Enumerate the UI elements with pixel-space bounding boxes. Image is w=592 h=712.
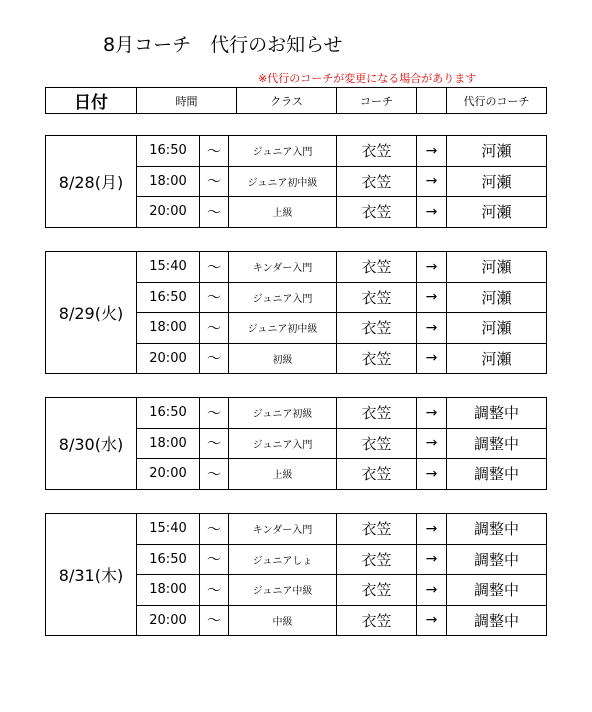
schedule-row	[46, 136, 547, 167]
header-class: クラス	[237, 88, 337, 114]
day-date: 8/29(火)	[46, 252, 137, 374]
header-table	[45, 87, 547, 114]
time-cell: 16:50	[137, 282, 200, 313]
arrow-cell: →	[417, 544, 447, 575]
substitute-cell: 河瀬	[447, 136, 547, 167]
day-block	[45, 513, 547, 636]
time-cell: 18:00	[137, 575, 200, 606]
page-title: 8月コーチ 代行のお知らせ	[103, 34, 343, 56]
substitute-cell: 調整中	[447, 605, 547, 636]
coach-cell: 衣笠	[337, 166, 417, 197]
arrow-cell: →	[417, 459, 447, 490]
class-cell: ジュニア入門	[229, 282, 337, 313]
time-cell: 18:00	[137, 166, 200, 197]
substitute-cell: 調整中	[447, 575, 547, 606]
header-time: 時間	[137, 88, 237, 114]
substitute-cell: 河瀬	[447, 166, 547, 197]
class-cell: 上級	[229, 459, 337, 490]
arrow-cell: →	[417, 605, 447, 636]
coach-cell: 衣笠	[337, 343, 417, 374]
substitute-cell: 調整中	[447, 514, 547, 545]
tilde-cell: ～	[200, 428, 229, 459]
arrow-cell: →	[417, 313, 447, 344]
time-cell: 15:40	[137, 252, 200, 283]
tilde-cell: ～	[200, 398, 229, 429]
coach-cell: 衣笠	[337, 605, 417, 636]
tilde-cell: ～	[200, 544, 229, 575]
class-cell: ジュニア初中級	[229, 166, 337, 197]
tilde-cell: ～	[200, 313, 229, 344]
substitute-cell: 調整中	[447, 544, 547, 575]
coach-cell: 衣笠	[337, 252, 417, 283]
coach-cell: 衣笠	[337, 197, 417, 228]
tilde-cell: ～	[200, 514, 229, 545]
class-cell: 中級	[229, 605, 337, 636]
coach-cell: 衣笠	[337, 282, 417, 313]
day-date: 8/28(月)	[46, 136, 137, 228]
coach-cell: 衣笠	[337, 398, 417, 429]
day-block	[45, 251, 547, 374]
substitute-cell: 調整中	[447, 428, 547, 459]
arrow-cell: →	[417, 197, 447, 228]
arrow-cell: →	[417, 514, 447, 545]
schedule-row	[46, 252, 547, 283]
tilde-cell: ～	[200, 343, 229, 374]
class-cell: ジュニア中級	[229, 575, 337, 606]
class-cell: キンダー入門	[229, 252, 337, 283]
tilde-cell: ～	[200, 166, 229, 197]
substitute-cell: 河瀬	[447, 197, 547, 228]
coach-cell: 衣笠	[337, 313, 417, 344]
tilde-cell: ～	[200, 605, 229, 636]
arrow-cell: →	[417, 282, 447, 313]
arrow-cell: →	[417, 136, 447, 167]
time-cell: 20:00	[137, 605, 200, 636]
tilde-cell: ～	[200, 197, 229, 228]
time-cell: 16:50	[137, 398, 200, 429]
tilde-cell: ～	[200, 136, 229, 167]
tilde-cell: ～	[200, 459, 229, 490]
schedule-row	[46, 398, 547, 429]
class-cell: ジュニア初級	[229, 398, 337, 429]
coach-cell: 衣笠	[337, 459, 417, 490]
class-cell: キンダー入門	[229, 514, 337, 545]
substitute-cell: 河瀬	[447, 252, 547, 283]
arrow-cell: →	[417, 428, 447, 459]
coach-cell: 衣笠	[337, 575, 417, 606]
arrow-cell: →	[417, 575, 447, 606]
class-cell: 上級	[229, 197, 337, 228]
substitute-cell: 調整中	[447, 398, 547, 429]
day-date: 8/30(水)	[46, 398, 137, 490]
class-cell: 初級	[229, 343, 337, 374]
tilde-cell: ～	[200, 252, 229, 283]
arrow-cell: →	[417, 398, 447, 429]
class-cell: ジュニア入門	[229, 428, 337, 459]
day-block	[45, 397, 547, 490]
time-cell: 16:50	[137, 136, 200, 167]
header-substitute: 代行のコーチ	[447, 88, 547, 114]
day-block	[45, 135, 547, 228]
header-coach: コーチ	[337, 88, 417, 114]
time-cell: 20:00	[137, 459, 200, 490]
time-cell: 16:50	[137, 544, 200, 575]
time-cell: 20:00	[137, 197, 200, 228]
arrow-cell: →	[417, 166, 447, 197]
class-cell: ジュニア入門	[229, 136, 337, 167]
substitute-cell: 河瀬	[447, 282, 547, 313]
arrow-cell: →	[417, 252, 447, 283]
tilde-cell: ～	[200, 282, 229, 313]
substitute-cell: 調整中	[447, 459, 547, 490]
header-date: 日付	[46, 88, 137, 114]
time-cell: 15:40	[137, 514, 200, 545]
coach-cell: 衣笠	[337, 428, 417, 459]
class-cell: ジュニアしょ	[229, 544, 337, 575]
time-cell: 20:00	[137, 343, 200, 374]
schedule-row	[46, 514, 547, 545]
coach-cell: 衣笠	[337, 136, 417, 167]
coach-cell: 衣笠	[337, 544, 417, 575]
time-cell: 18:00	[137, 428, 200, 459]
arrow-cell: →	[417, 343, 447, 374]
substitute-cell: 河瀬	[447, 313, 547, 344]
tilde-cell: ～	[200, 575, 229, 606]
header-row	[46, 88, 547, 114]
header-empty	[417, 88, 447, 114]
class-cell: ジュニア初中級	[229, 313, 337, 344]
time-cell: 18:00	[137, 313, 200, 344]
change-notice: ※代行のコーチが変更になる場合があります	[258, 72, 477, 85]
substitute-cell: 河瀬	[447, 343, 547, 374]
coach-cell: 衣笠	[337, 514, 417, 545]
day-date: 8/31(木)	[46, 514, 137, 636]
